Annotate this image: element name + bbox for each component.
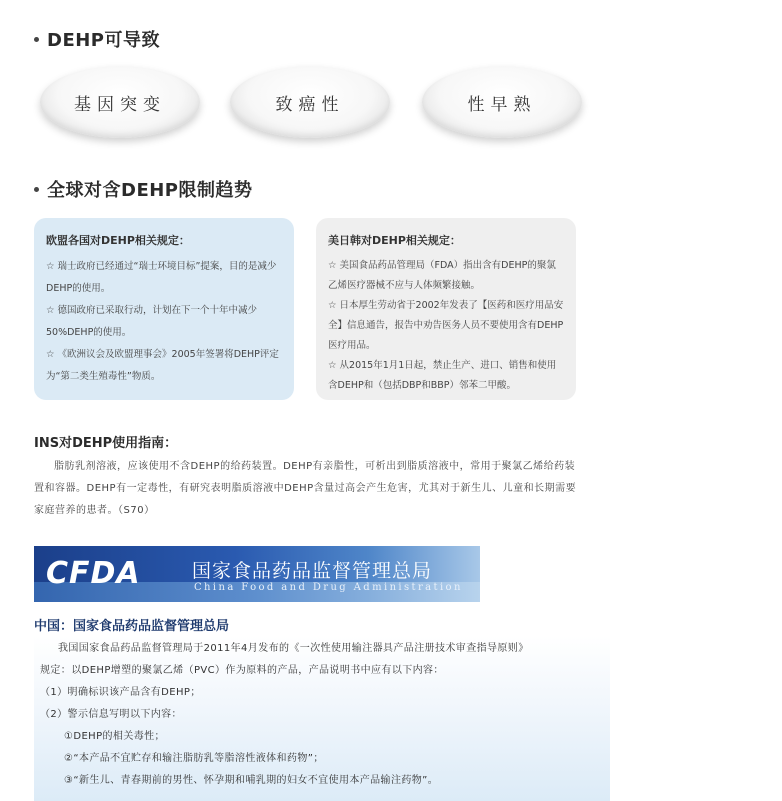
china-line: （1）明确标识该产品含有DEHP； [40, 687, 201, 698]
cfda-chinese-name: 国家食品药品监督管理总局 [192, 560, 433, 582]
card-title: 美日韩对DEHP相关规定： [328, 234, 461, 247]
effect-pill-mutation [40, 66, 200, 138]
us-jp-kr-regulation-card [316, 218, 576, 400]
section-heading-text: 全球对含DEHP限制趋势 [47, 180, 253, 201]
ins-guideline-heading: INS对DEHP使用指南： [34, 436, 178, 451]
effect-label: 基因突变 [74, 94, 166, 115]
china-line: 我国国家食品药品监督管理局于2011年4月发布的《一次性使用输注器具产品注册技术审查指导原则》 [58, 643, 529, 654]
eu-regulation-card [34, 218, 294, 400]
card-item: ☆ 瑞士政府已经通过“瑞士环境目标”提案，目的是减少DEHP的使用。 [46, 261, 277, 294]
card-item: ☆ 德国政府已采取行动，计划在下一个十年中减少50%DEHP的使用。 [46, 305, 258, 338]
card-item: ☆ 美国食品药品管理局（FDA）指出含有DEHP的聚氯乙烯医疗器械不应与人体频繁接触。 [328, 260, 556, 291]
china-line: ③“新生儿、青春期前的男性、怀孕期和哺乳期的妇女不宜使用本产品输注药物”。 [64, 775, 439, 786]
cfda-logo: CFDA [46, 556, 141, 591]
china-line: ②“本产品不宜贮存和输注脂肪乳等脂溶性液体和药物”； [64, 753, 324, 764]
china-line: ①DEHP的相关毒性； [64, 731, 165, 742]
ins-guideline-text: 脂肪乳剂溶液，应该使用不含DEHP的给药装置。DEHP有亲脂性，可析出到脂质溶液中，常用于聚氯乙烯给药装置和容器。DEHP有一定毒性，有研究表明脂质溶液中DEHP含量过高会产生危害，尤其对于新生儿、儿童和长期需要家庭营养的患者。（S70） [34, 461, 577, 516]
china-line: （2）警示信息写明以下内容： [40, 709, 182, 720]
effect-label: 性早熟 [467, 94, 537, 115]
card-item: ☆ 《欧洲议会及欧盟理事会》2005年签署将DEHP评定为“第二类生殖毒性”物质。 [46, 349, 279, 382]
card-title: 欧盟各国对DEHP相关规定： [46, 234, 190, 247]
cfda-banner [34, 546, 480, 602]
china-line: 规定：以DEHP增塑的聚氯乙烯（PVC）作为原料的产品，产品说明书中应有以下内容： [40, 665, 444, 676]
section-heading-global-trend [34, 176, 253, 202]
cfda-english-name: China Food and Drug Administration [194, 582, 463, 593]
effect-label: 致癌性 [275, 94, 345, 115]
card-item: ☆ 日本厚生劳动省于2002年发表了【医药和医疗用品安全】信息通告，报告中劝告医务人员不要使用含有DEHP医疗用品。 [328, 300, 564, 351]
bullet-dot-icon [34, 187, 39, 192]
bullet-dot-icon [34, 37, 39, 42]
china-regulation-text [40, 638, 600, 792]
section-heading-text: DEHP可导致 [47, 30, 160, 51]
china-section-heading: 中国：国家食品药品监督管理总局 [34, 619, 230, 634]
section-heading-dehp-effects [34, 26, 160, 52]
card-item: ☆ 从2015年1月1日起，禁止生产、进口、销售和使用含DEHP和（包括DBP和BBP）邻苯二甲酸。 [328, 360, 557, 391]
effect-pill-precocious-puberty [422, 66, 582, 138]
effect-pill-carcinogenic [230, 66, 390, 138]
